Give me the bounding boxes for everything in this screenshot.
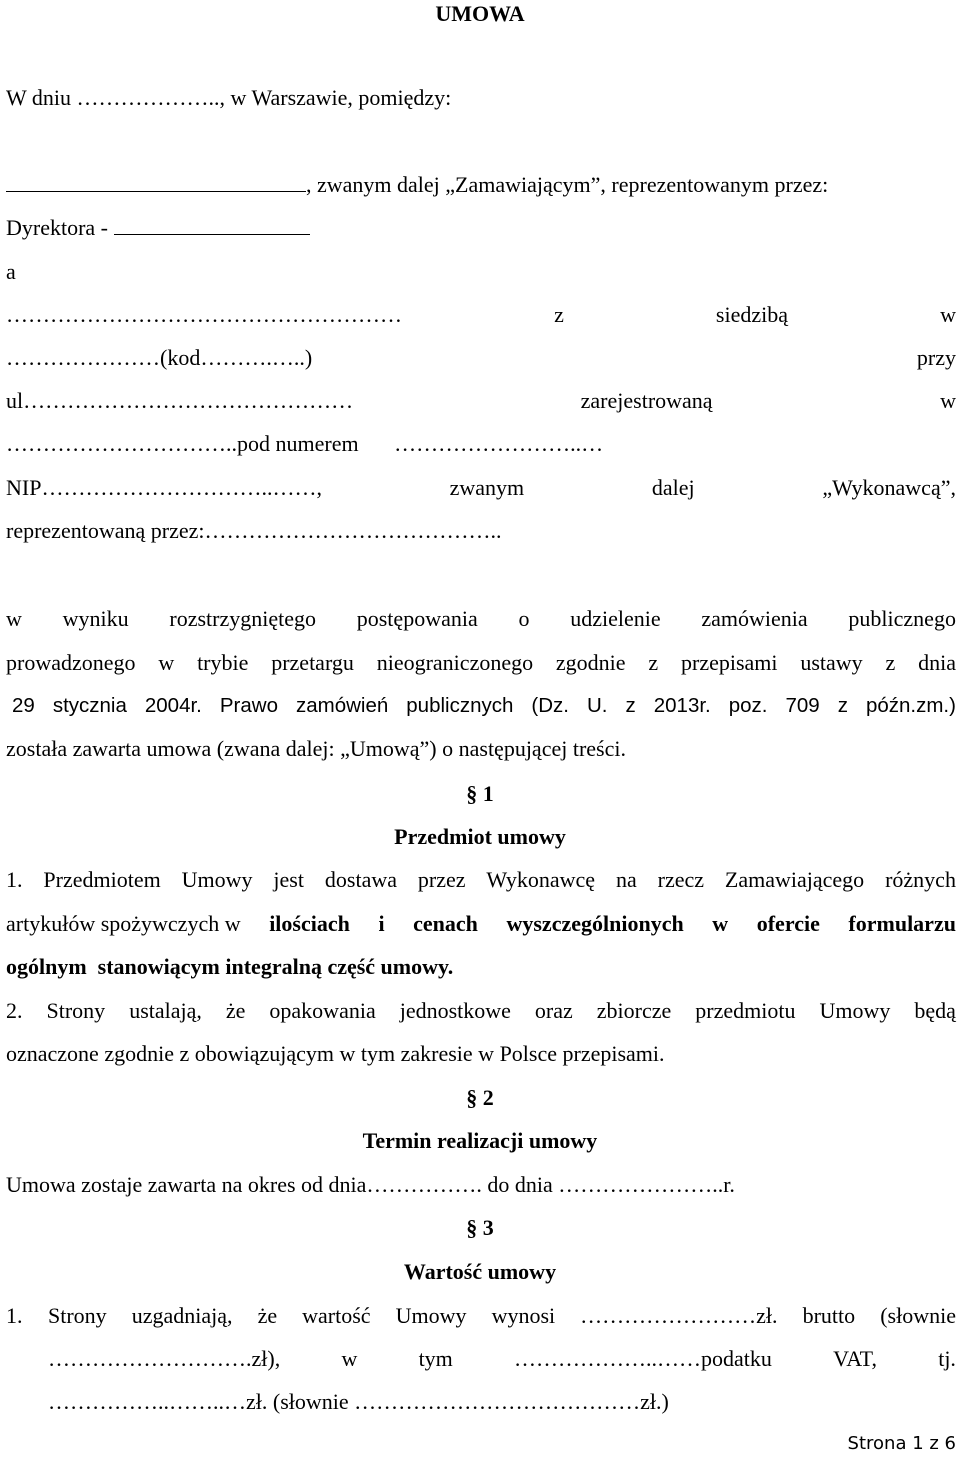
word: oraz xyxy=(534,998,573,1023)
word: uzgadniają, xyxy=(131,1303,233,1328)
word: jest xyxy=(273,867,304,892)
word: tym xyxy=(418,1346,453,1371)
word: 29 xyxy=(12,694,35,717)
word: rzecz xyxy=(657,867,705,892)
section-1-title: Przedmiot umowy xyxy=(394,824,566,849)
word: 1. xyxy=(6,867,23,892)
word: i xyxy=(378,911,385,936)
dyrektora-line xyxy=(6,214,956,242)
word: 2004r. xyxy=(144,694,202,717)
word: Strony xyxy=(46,998,106,1023)
s1-p1-line-2 xyxy=(6,910,956,938)
page-footer: Strona 1 z 6 xyxy=(847,1433,956,1454)
ustawa-line xyxy=(12,692,956,720)
dots: ……………………..… xyxy=(394,431,604,456)
siedziba-line xyxy=(6,301,956,329)
word: zbiorcze xyxy=(596,998,672,1023)
word: Strony xyxy=(48,1303,107,1328)
word: jednostkowe xyxy=(399,998,511,1023)
s1-p2-line-2: oznaczone zgodnie z obowiązującym w tym zakresie w Polsce przepisami. xyxy=(6,1041,665,1066)
word: z xyxy=(554,302,564,327)
word: z xyxy=(625,694,636,717)
word: brutto xyxy=(802,1303,856,1328)
word: udzielenie xyxy=(570,606,661,631)
word: w xyxy=(940,388,956,413)
pod-text: …………………………..pod numerem xyxy=(6,431,359,456)
zamawiajacy-line xyxy=(6,171,956,199)
word: różnych xyxy=(885,867,956,892)
a-line: a xyxy=(6,259,16,284)
zostala-line: została zawarta umowa (zwana dalej: „Umową”) o następującej treści. xyxy=(6,736,626,761)
word: formularzu xyxy=(848,911,956,936)
zamawiajacy-text: , zwanym dalej „Zamawiającym”, reprezentowanym przez: xyxy=(306,172,829,197)
word: z xyxy=(648,650,659,675)
ul-text: ul……………………………………… xyxy=(6,388,354,413)
word: w xyxy=(940,302,956,327)
s3-p1-line-3: ……………..……..…zł. (słownie …………………………………zł.) xyxy=(48,1389,669,1414)
section-2-title: Termin realizacji umowy xyxy=(362,1128,598,1153)
word: że xyxy=(225,998,246,1023)
word: z xyxy=(885,650,896,675)
dots: ……………………………………………… xyxy=(6,302,402,327)
word: w xyxy=(6,606,22,631)
word: Umowy xyxy=(181,867,253,892)
blank-line xyxy=(114,214,310,235)
word: ……………………zł. xyxy=(580,1303,778,1328)
word: „Wykonawcą”, xyxy=(822,475,956,500)
word: w xyxy=(712,911,729,936)
word: ustawy xyxy=(800,650,863,675)
pod-numerem-line xyxy=(6,430,956,458)
word: Wykonawcę xyxy=(486,867,596,892)
word: zamówienia xyxy=(701,606,808,631)
word: postępowania xyxy=(356,606,478,631)
word: zarejestrowaną xyxy=(580,388,713,413)
word: 709 xyxy=(785,694,820,717)
word: będą xyxy=(914,998,956,1023)
dyrektora-label: Dyrektora - xyxy=(6,215,109,240)
word: przepisami xyxy=(681,650,778,675)
word: (Dz. xyxy=(531,694,569,717)
word: Umowy xyxy=(395,1303,467,1328)
word: ……………………….zł), xyxy=(48,1346,281,1371)
intro-line: W dniu ……………….., w Warszawie, pomiędzy: xyxy=(6,85,452,110)
word: Umowy xyxy=(819,998,891,1023)
s3-p1-number: 1. xyxy=(6,1303,23,1328)
word: przedmiotu xyxy=(695,998,796,1023)
wynik-line xyxy=(6,605,956,633)
word: opakowania xyxy=(269,998,376,1023)
word: w xyxy=(341,1346,358,1371)
reprezentowana-line: reprezentowaną przez:………………………………….. xyxy=(6,518,502,543)
word: przez xyxy=(417,867,466,892)
section-3-marker: § 3 xyxy=(466,1215,494,1240)
word: tj. xyxy=(938,1346,956,1371)
word: o xyxy=(518,606,530,631)
word: VAT, xyxy=(833,1346,877,1371)
word: przy xyxy=(916,345,956,370)
word: ………………..……podatku xyxy=(514,1346,772,1371)
word: rozstrzygniętego xyxy=(169,606,316,631)
word: ofercie xyxy=(756,911,820,936)
word: zwanym xyxy=(449,475,525,500)
ul-line xyxy=(6,387,956,415)
word: prowadzonego xyxy=(6,650,136,675)
word: wyszczególnionych xyxy=(506,911,684,936)
nip-line xyxy=(6,474,956,502)
word: Przedmiotem xyxy=(43,867,161,892)
word: 2. xyxy=(6,998,23,1023)
word: wynosi xyxy=(491,1303,556,1328)
s3-p1-line-2 xyxy=(48,1345,956,1373)
word: wartość xyxy=(302,1303,371,1328)
word: trybie xyxy=(197,650,249,675)
section-2-marker: § 2 xyxy=(466,1085,494,1110)
prowadzonego-line xyxy=(6,649,956,677)
kod-text: …………………(kod……….…..) xyxy=(6,345,313,370)
section-3-title: Wartość umowy xyxy=(403,1259,557,1284)
word: późn.zm.) xyxy=(865,694,956,717)
word: przetargu xyxy=(271,650,354,675)
s1-p1-line-3: ogólnym stanowiącym integralną część umowy. xyxy=(6,954,454,979)
word: dalej xyxy=(651,475,695,500)
word: dostawa xyxy=(324,867,397,892)
word: siedzibą xyxy=(715,302,789,327)
word: nieograniczonego xyxy=(376,650,534,675)
word: zgodnie xyxy=(555,650,626,675)
word: stycznia xyxy=(52,694,127,717)
word: publicznych xyxy=(406,694,514,717)
word: Zamawiającego xyxy=(724,867,865,892)
word: publicznego xyxy=(848,606,956,631)
word: wyniku xyxy=(62,606,129,631)
nip-text: NIP…………………………..……, xyxy=(6,475,322,500)
s1-p1-line-1 xyxy=(6,866,956,894)
word: z xyxy=(837,694,848,717)
word: U. xyxy=(586,694,608,717)
blank-line xyxy=(6,171,306,192)
word: (słownie xyxy=(880,1303,956,1328)
s2-text: Umowa zostaje zawarta na okres od dnia……………. do dnia …………………..r. xyxy=(6,1172,735,1197)
word: że xyxy=(257,1303,278,1328)
word: 2013r. xyxy=(653,694,711,717)
s3-p1-line-1 xyxy=(48,1302,956,1330)
word: Prawo xyxy=(219,694,278,717)
word: na xyxy=(615,867,637,892)
word: w xyxy=(158,650,175,675)
document-title: UMOWA xyxy=(435,1,525,26)
s1-p2-line-1 xyxy=(6,997,956,1025)
word: dnia xyxy=(918,650,956,675)
kod-line xyxy=(6,344,956,372)
word: zamówień xyxy=(295,694,389,717)
word: ilościach xyxy=(269,911,350,936)
word: ustalają, xyxy=(129,998,202,1023)
plain-text: artykułów spożywczych w xyxy=(6,911,241,936)
word: cenach xyxy=(413,911,478,936)
word: poz. xyxy=(728,694,768,717)
section-1-marker: § 1 xyxy=(466,781,494,806)
